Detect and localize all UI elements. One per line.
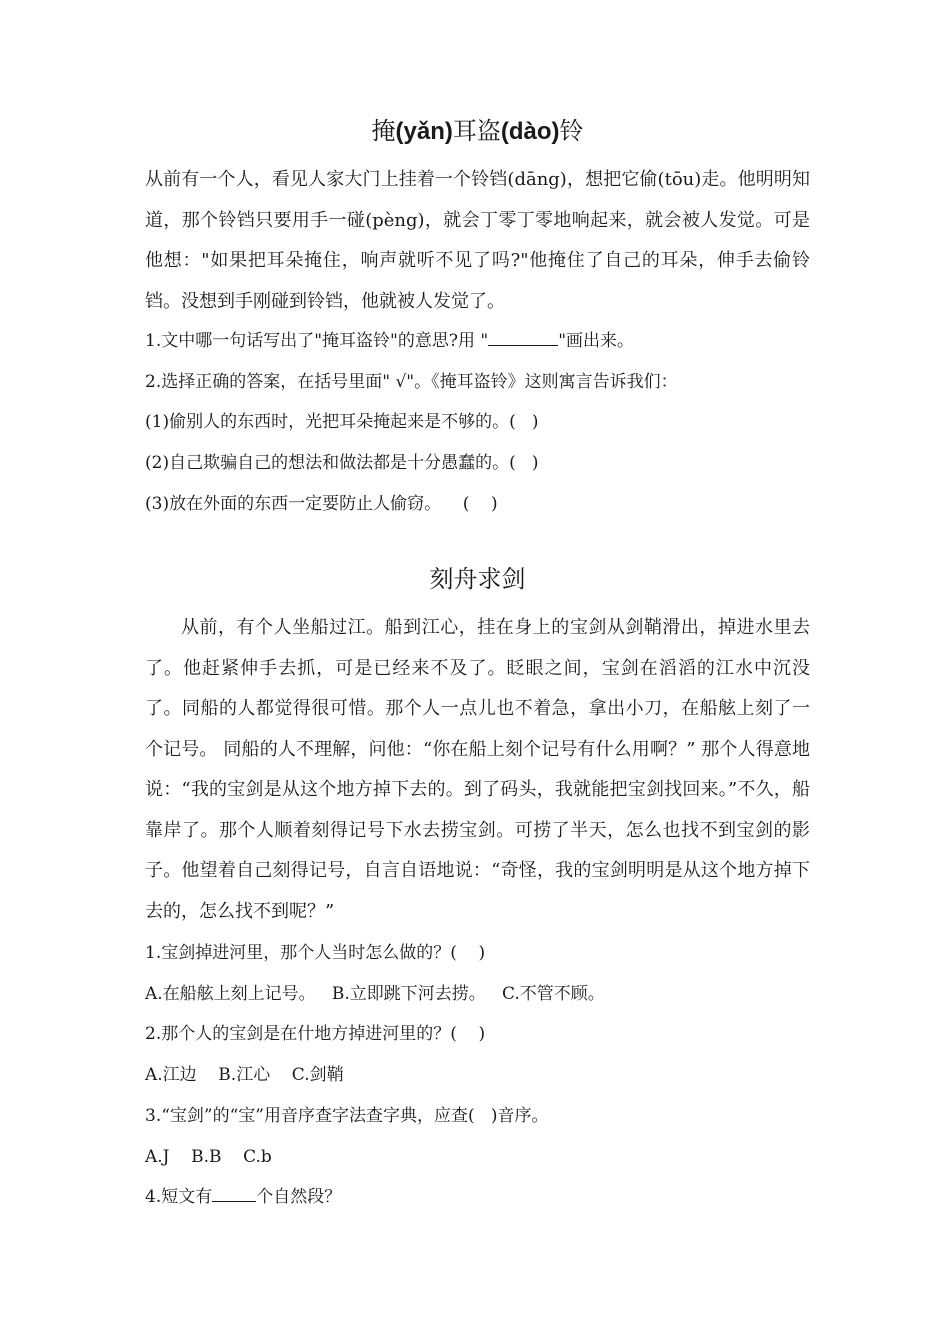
title-char: 铃 (559, 117, 584, 145)
question-text: 1.文中哪一句话写出了"掩耳盗铃"的意思?用 " (145, 331, 489, 351)
title-char: 掩 (371, 117, 396, 145)
story1-questions (145, 321, 810, 525)
story1-question-2: 2.选择正确的答案，在括号里面" √"。《掩耳盗铃》这则寓言告诉我们： (145, 371, 678, 392)
story1-paragraph: 从前有一个人，看见人家大门上挂着一个铃铛(dāng)，想把它偷(tōu)走。他明明知道，那个铃铛只要用手一碰(pèng)，就会丁零丁零地响起来，就会被人发觉。可是他想："如果把耳朵掩住，响声就听不见了吗?"他掩住了自己的耳朵，伸手去偷铃铛。没想到手刚碰到铃铛，他就被人发觉了。 (145, 169, 810, 312)
story2-question-3: 3.“宝剑”的“宝”用音序查字法查字典，应查( )音序。 (145, 1105, 549, 1126)
question-text: 4.短文有 (145, 1187, 213, 1208)
story2-question-4 (145, 1177, 810, 1218)
title-pinyin: (yǎn) (395, 118, 453, 145)
story1-option-2[interactable]: (2)自己欺骗自己的想法和做法都是十分愚蠢的。( ) (145, 453, 539, 474)
story1-question-1 (145, 321, 810, 362)
title-char: 耳盗 (452, 117, 501, 145)
story2-paragraph: 从前，有个人坐船过江。船到江心，挂在身上的宝剑从剑鞘滑出，掉进水里去了。他赶紧伸手去抓，可是已经来不及了。眨眼之间，宝剑在滔滔的江水中沉没了。同船的人都觉得很可惜。那个人一点儿也不着急，拿出小刀，在船舷上刻了一个记号。 同船的人不理解，问他：“你在船上刻个记号有什么用啊？” 那个人得意地说：“我的宝剑是从这个地方掉下去的。到了码头，我就能把宝剑找回来。”不久，船靠岸了。那个人顺着刻得记号下水去捞宝剑。可捞了半天，怎么也找不到宝剑的影子。他望着自己刻得记号，自言自语地说：“奇怪，我的宝剑明明是从这个地方掉下去的，怎么找不到呢？” (145, 617, 810, 922)
underline-blank[interactable] (212, 1185, 256, 1202)
story2-question-2-options[interactable]: A.江边 B.江心 C.剑鞘 (145, 1065, 344, 1086)
underline-blank[interactable] (488, 329, 558, 346)
story2-question-1-options[interactable]: A.在船舷上刻上记号。 B.立即跳下河去捞。 C.不管不顾。 (145, 983, 605, 1004)
title-pinyin: (dào) (500, 118, 560, 145)
story2-questions (145, 933, 810, 1218)
question-text: 个自然段？ (256, 1187, 342, 1208)
question-text: "画出来。 (558, 331, 635, 351)
story2-question-2: 2.那个人的宝剑是在什地方掉进河里的？( ) (145, 1024, 486, 1045)
story1-title (145, 116, 810, 147)
story2-question-3-options[interactable]: A.J B.B C.b (145, 1146, 272, 1167)
story1-option-1[interactable]: (1)偷别人的东西时，光把耳朵掩起来是不够的。( ) (145, 412, 539, 433)
story2-title: 刻舟求剑 (429, 565, 526, 593)
story2-question-1: 1.宝剑掉进河里，那个人当时怎么做的？( ) (145, 943, 486, 963)
story1-option-3[interactable]: (3)放在外面的东西一定要防止人偷窃。 ( ) (145, 493, 498, 514)
